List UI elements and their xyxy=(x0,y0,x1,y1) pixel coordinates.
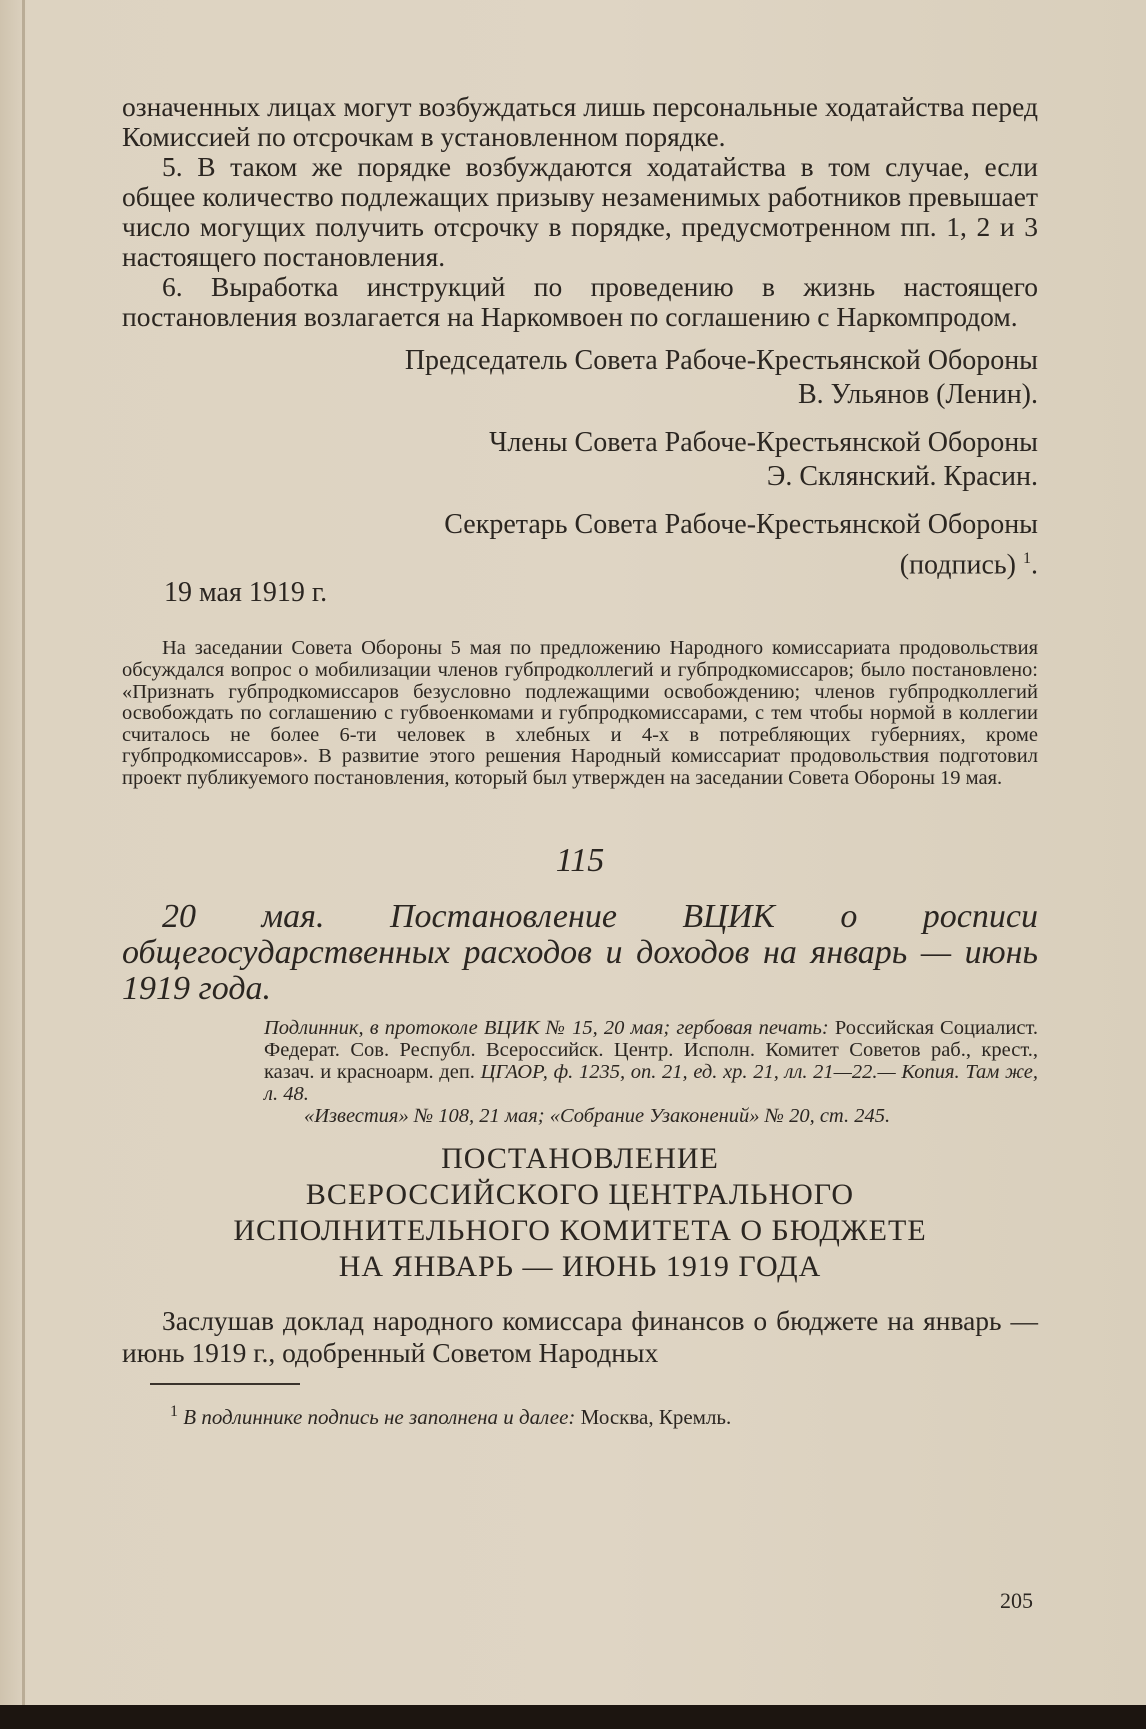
footnote-italic: В подлиннике подпись не заполнена и далее: xyxy=(183,1405,576,1430)
source-seal-text: Российская Социалист. Федерат. Сов. Республ. Всероссийск. Центр. Исполн. Комитет Советов раб., крест., казач. и красноарм. деп. xyxy=(264,1017,1039,1084)
source-publications: «Известия» № 108, 21 мая; «Собрание Узаконений» № 20, ст. 245. xyxy=(304,1105,891,1128)
decree-intro: Заслушав доклад народного комиссара финансов о бюджете на январь — июнь 1919 г., одобренный Советом Народных xyxy=(122,1305,1038,1369)
footnote xyxy=(170,1399,1038,1430)
document-date: 19 мая 1919 г. xyxy=(164,577,328,609)
heading-line-3: ИСПОЛНИТЕЛЬНОГО КОМИТЕТА О БЮДЖЕТЕ xyxy=(233,1214,927,1248)
page-number: 205 xyxy=(1000,1588,1033,1613)
paragraph-6: 6. Выработка инструкций по проведению в жизнь настоящего постановления возлагается на Наркомвоен по соглашению с Наркомпродом. xyxy=(122,271,1038,332)
members-signature xyxy=(122,426,1038,494)
members-names: Э. Склянский. Красин. xyxy=(766,461,1038,492)
heading-line-2: ВСЕРОССИЙСКОГО ЦЕНТРАЛЬНОГО xyxy=(305,1178,855,1212)
source-references xyxy=(264,1017,1038,1127)
binding-edge xyxy=(22,0,25,1705)
source-archive: ЦГАОР, ф. 1235, оп. 21, ед. хр. 21, лл. 21—22.— Копия. Там же, л. 48. xyxy=(264,1061,1039,1106)
chairman-title: Председатель Совета Рабоче-Крестьянской Обороны xyxy=(404,345,1038,376)
secretary-title: Секретарь Совета Рабоче-Крестьянской Обороны xyxy=(444,509,1038,540)
paragraph-continuation: означенных лицах могут возбуждаться лишь персональные ходатайства перед Комиссией по отсрочкам в установленном порядке. xyxy=(122,91,1038,152)
document-number: 115 xyxy=(555,842,605,880)
editorial-note: На заседании Совета Обороны 5 мая по предложению Народного комиссариата продовольствия обсуждался вопрос о мобилизации членов губпродколлегий и губпродкомиссаров; было постановлено: «Признать губпродкомиссаров безусловно подлежащими освобождению; членов губпродколлегий освобождать по соглашению с губвоенкомами и губпродкомиссарами, с тем чтобы нормой в коллегии считалось не более 6-ти человек в хлебных и 4-х в потребляющих губерниях, кроме губпродкомиссаров». В развитие этого решения Народный комиссариат продовольствия подготовил проект публикуемого постановления, который был утвержден на заседании Совета Обороны 19 мая. xyxy=(122,637,1038,789)
footnote-divider xyxy=(150,1383,300,1385)
chairman-signature xyxy=(122,344,1038,412)
document-title: 20 мая. Постановление ВЦИК о росписи общегосударственных расходов и доходов на январь — июнь 1919 года. xyxy=(122,898,1038,1008)
footnote-plain: Москва, Кремль. xyxy=(580,1405,732,1430)
secretary-name-line: (подпись) $^1$. xyxy=(899,549,1038,581)
footnote-ref: 1 xyxy=(1023,550,1031,567)
heading-line-4: НА ЯНВАРЬ — ИЮНЬ 1919 ГОДА xyxy=(338,1250,822,1284)
members-title: Члены Совета Рабоче-Крестьянской Обороны xyxy=(489,427,1038,458)
source-original-italic: Подлинник, в протоколе ВЦИК № 15, 20 мая; гербовая печать: xyxy=(264,1017,829,1040)
heading-line-1: ПОСТАНОВЛЕНИЕ xyxy=(441,1142,719,1176)
source-original xyxy=(264,1017,1038,1105)
page-content xyxy=(122,92,1038,1430)
paragraph-5: 5. В таком же порядке возбуждаются ходатайства в том случае, если общее количество подлежащих призыву незаменимых работников превышает число могущих получить отсрочку в порядке, предусмотренном пп. 1, 2 и 3 настоящего постановления. xyxy=(122,151,1038,272)
secretary-name: (подпись) xyxy=(899,549,1016,581)
chairman-name: В. Ульянов (Ленин). xyxy=(798,379,1038,410)
secretary-signature xyxy=(122,508,1038,582)
decree-heading xyxy=(122,1141,1038,1285)
footnote-mark: 1 xyxy=(170,1403,178,1421)
